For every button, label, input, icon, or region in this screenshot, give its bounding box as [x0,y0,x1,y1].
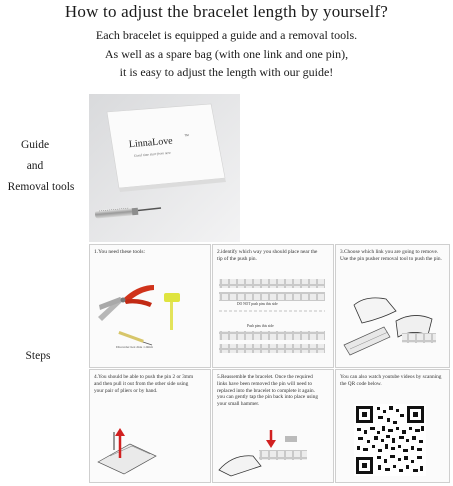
step-5-panel [212,369,334,483]
intro-line: Each bracelet is equipped a guide and a removal tools. [95,28,358,42]
step-4-text: 4.You should be able to push the pin 2 or 3mm and then pull it out from the other side using your pair of pliers or by hand. [94,374,194,394]
step-3-panel [335,244,450,368]
push-pin-illustration [336,245,449,367]
step-6-panel [335,369,450,483]
intro-line: As well as a spare bag (with one link and one pin), [104,47,349,61]
step-1-panel [89,244,211,368]
and-label: and [26,160,44,172]
guide-photo [89,94,240,242]
step-6-text: You can also watch youtube videos by scanning the QR code below. [340,374,442,387]
hand-icon [219,456,261,476]
tagline-text: Good time start from now [133,150,171,158]
page-title: How to adjust the bracelet length by yourself? [64,2,389,21]
removal-tools-label: Removal tools [7,181,75,193]
trademark-text: TM [184,133,189,138]
step-2-label-top: DO NOT push pins this side [237,302,278,306]
steps-label: Steps [25,350,51,362]
step-4-panel [89,369,211,483]
step-3-text: 3.Choose which link you are going to remove. Use the pin pusher removal tool to push the pin. [340,249,442,262]
arrow-down-icon [266,430,276,448]
guide-label: Guide [20,139,50,151]
qr-code-icon [336,370,449,482]
step-2-label-bottom: Push pins this side [247,324,274,328]
step-2-text: 2.identify which way you should place near the tip of the push pin. [217,249,318,262]
hammer-icon [164,293,180,330]
brand-text: LinnaLove [128,135,174,151]
step-1-caption: Discarder hex disk 1.0mm [116,345,153,349]
step-2-panel [212,244,334,368]
step-1-text: 1.You need these tools: [94,249,146,255]
step-5-text: 5.Reassemble the bracelet. Once the required links have been removed the pin will need to replaced into the bracelet to complete it again. you can gently tap the pin back into place using your small hammer. [217,374,319,408]
pliers-icon [98,285,154,321]
bracelet-illustration [213,245,333,367]
hand-icon [354,298,396,323]
pin-tool-icon [118,331,152,345]
guide-card-image [89,94,240,242]
intro-line: it is easy to adjust the length with our guide! [119,65,334,79]
